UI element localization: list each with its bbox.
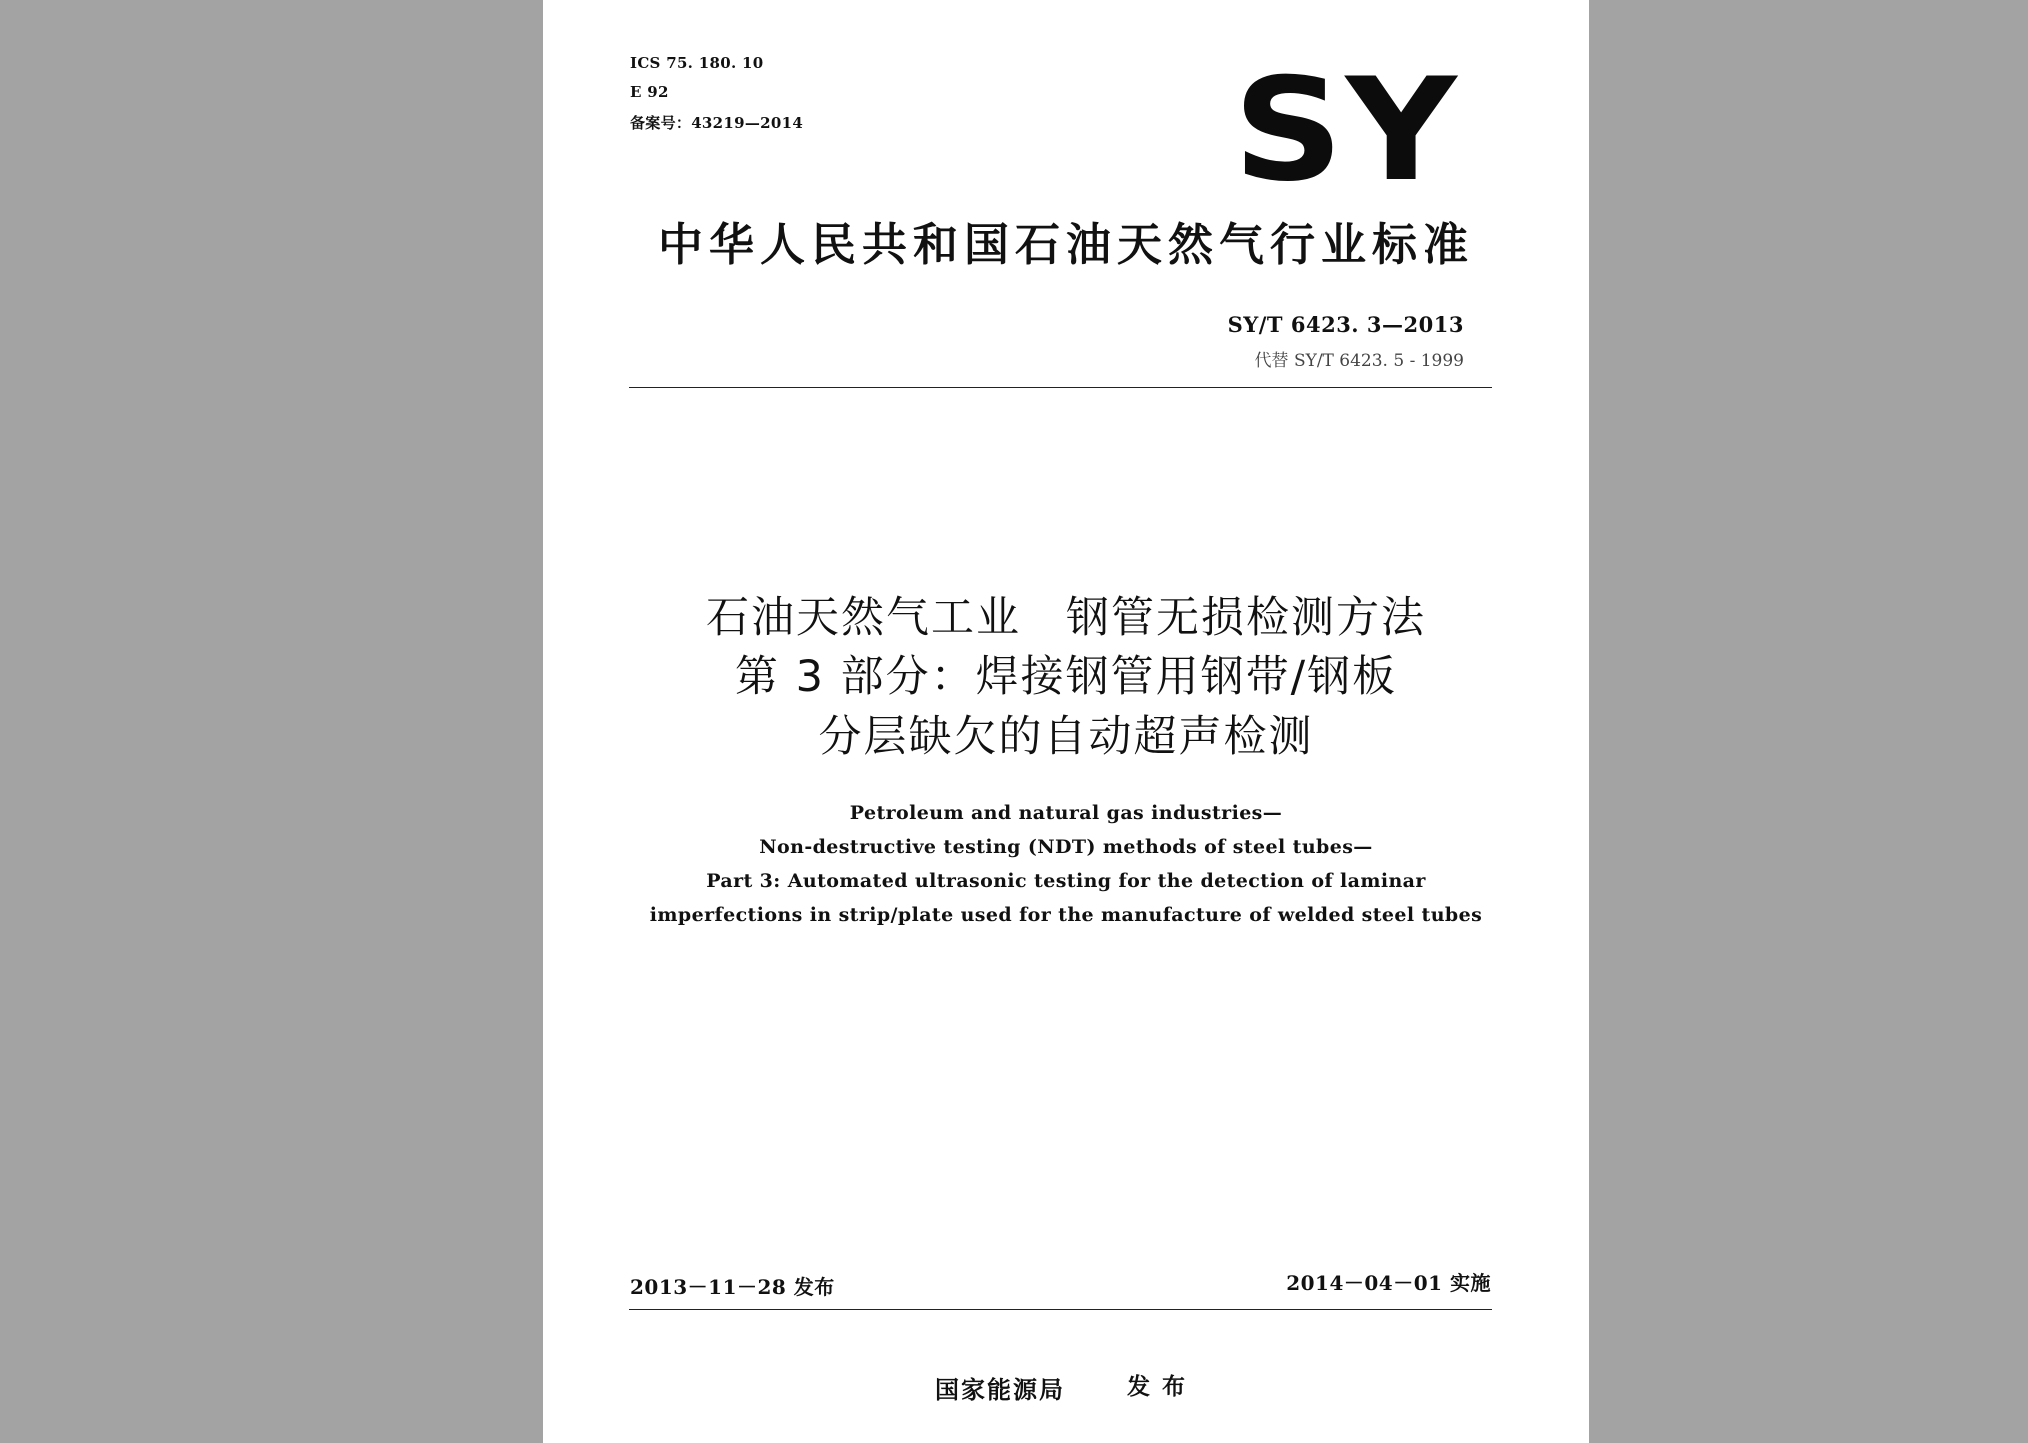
issuing-authority: 国家能源局 [935, 1376, 1065, 1404]
header-divider [629, 387, 1492, 388]
sy-logo: SY [1233, 48, 1459, 213]
document-page [543, 0, 1589, 1443]
industry-standard-title: 中华人民共和国石油天然气行业标准 [657, 218, 1474, 271]
english-title-line-2: Non-destructive testing (NDT) methods of steel tubes— [759, 836, 1373, 858]
category-code: E 92 [630, 83, 669, 101]
footer-divider [629, 1309, 1492, 1310]
record-number: 备案号：43219—2014 [630, 114, 804, 132]
implementation-date: 2014－04－01 实施 [1286, 1271, 1491, 1295]
replaces-standard: 代替 SY/T 6423. 5 - 1999 [1254, 351, 1464, 371]
english-title-line-1: Petroleum and natural gas industries— [849, 802, 1283, 824]
standard-number: SY/T 6423. 3—2013 [1227, 312, 1464, 337]
ics-code: ICS 75. 180. 10 [630, 54, 764, 72]
issue-date: 2013－11－28 发布 [630, 1275, 835, 1299]
english-title-line-3: Part 3: Automated ultrasonic testing for the detection of laminar [706, 870, 1426, 892]
english-title-line-4: imperfections in strip/plate used for the manufacture of welded steel tubes [649, 904, 1483, 926]
chinese-title-line-2: 第 3 部分：焊接钢管用钢带/钢板 [734, 652, 1398, 702]
chinese-title-line-1: 石油天然气工业 钢管无损检测方法 [706, 593, 1426, 643]
chinese-title-line-3: 分层缺欠的自动超声检测 [818, 712, 1314, 762]
issue-label: 发布 [1127, 1374, 1197, 1400]
